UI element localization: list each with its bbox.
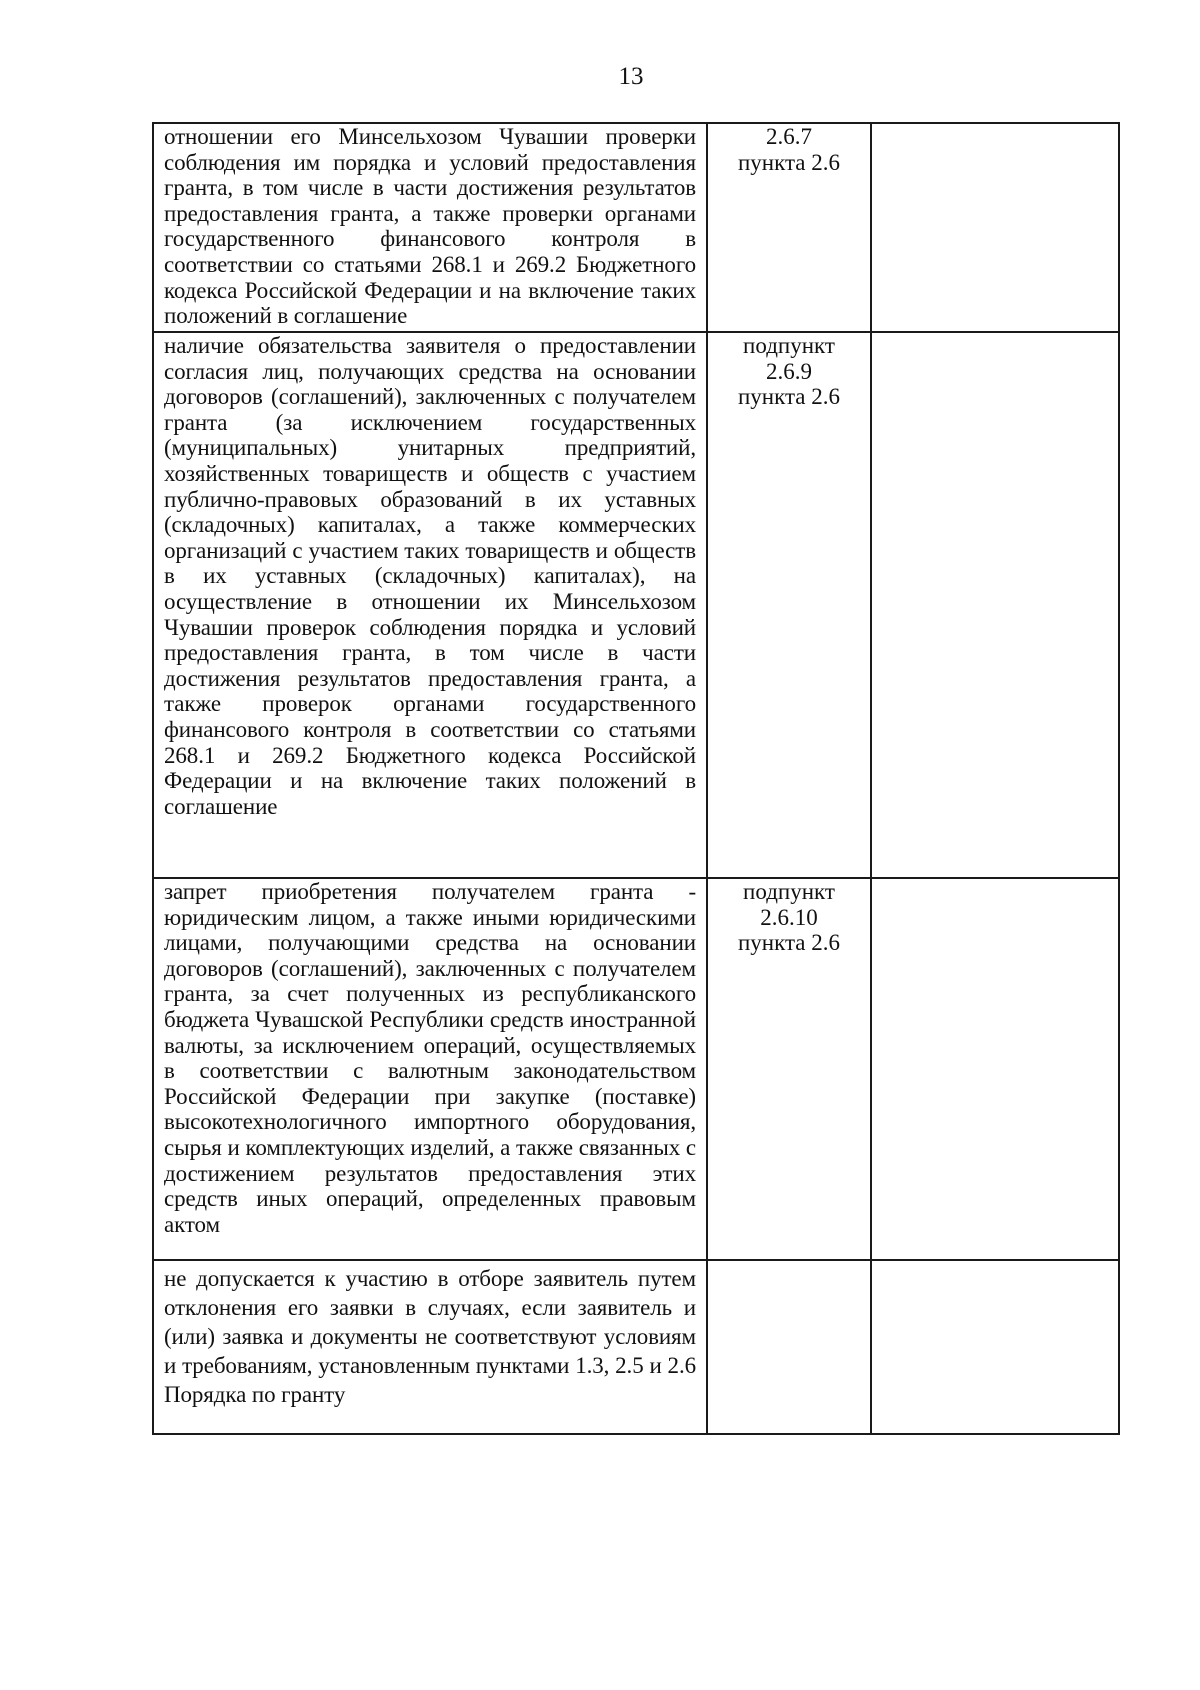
reference-line: 2.6.10 xyxy=(760,904,818,930)
note-cell xyxy=(871,123,1119,332)
reference-line: 2.6.7 xyxy=(766,124,812,149)
reference-cell xyxy=(707,332,871,878)
reference-line: подпункт xyxy=(743,879,835,904)
requirement-text: наличие обязательства заявителя о предоставлении согласия лиц, получающих средства на основании договоров (соглашений), заключенных с получателем гранта (за исключением государственных (муниципальных) унитарных предприятий, хозяйственных товариществ и обществ с участием публично-правовых образований в их уставных (складочных) капиталах, а также коммерческих организаций с участием таких товариществ и обществ в их уставных (складочных) капиталах), на осуществление в отношении их Минсельхозом Чувашии проверок соблюдения порядка и условий предоставления гранта, в том числе в части достижения результатов предоставления гранта, а также проверок органами государственного финансового контроля в соответствии со статьями 268.1 и 269.2 Бюджетного кодекса Российской Федерации и на включение таких положений в соглашение xyxy=(164,333,696,819)
requirement-cell xyxy=(153,878,707,1260)
table-row xyxy=(153,332,1119,878)
requirement-text: не допускается к участию в отборе заявитель путем отклонения его заявки в случаях, если заявитель и (или) заявка и документы не соответствуют условиям и требованиям, установленным пунктами 1.3, 2.5 и 2.6 Порядка по гранту xyxy=(164,1266,696,1407)
note-cell xyxy=(871,332,1119,878)
reference-line: подпункт xyxy=(743,333,835,358)
requirement-text: отношении его Минсельхозом Чувашии проверки соблюдения им порядка и условий предоставления гранта, в том числе в части достижения результатов предоставления гранта, а также проверки органами государственного финансового контроля в соответствии со статьями 268.1 и 269.2 Бюджетного кодекса Российской Федерации и на включение таких положений в соглашение xyxy=(164,124,696,329)
reference-cell xyxy=(707,1260,871,1434)
requirement-cell xyxy=(153,123,707,332)
reference-line: пункта 2.6 xyxy=(737,149,841,175)
page-number: 13 xyxy=(618,63,644,90)
requirements-table xyxy=(152,122,1120,1435)
requirement-cell xyxy=(153,1260,707,1434)
table-row xyxy=(153,1260,1119,1434)
reference-cell xyxy=(707,123,871,332)
reference-line: пункта 2.6 xyxy=(737,930,841,956)
note-cell xyxy=(871,878,1119,1260)
table-row xyxy=(153,123,1119,332)
table-row xyxy=(153,878,1119,1260)
requirement-cell xyxy=(153,332,707,878)
requirement-text: запрет приобретения получателем гранта - юридическим лицом, а также иными юридическими лицами, получающими средства на основании договоров (соглашений), заключенных с получателем гранта, за счет полученных из республиканского бюджета Чувашской Республики средств иностранной валюты, за исключением операций, осуществляемых в соответствии с валютным законодательством Российской Федерации при закупке (поставке) высокотехнологичного импортного оборудования, сырья и комплектующих изделий, а также связанных с достижением результатов предоставления этих средств иных операций, определенных правовым актом xyxy=(164,879,696,1237)
reference-line: пункта 2.6 xyxy=(737,384,841,410)
reference-line: 2.6.9 xyxy=(766,358,812,384)
note-cell xyxy=(871,1260,1119,1434)
reference-cell xyxy=(707,878,871,1260)
